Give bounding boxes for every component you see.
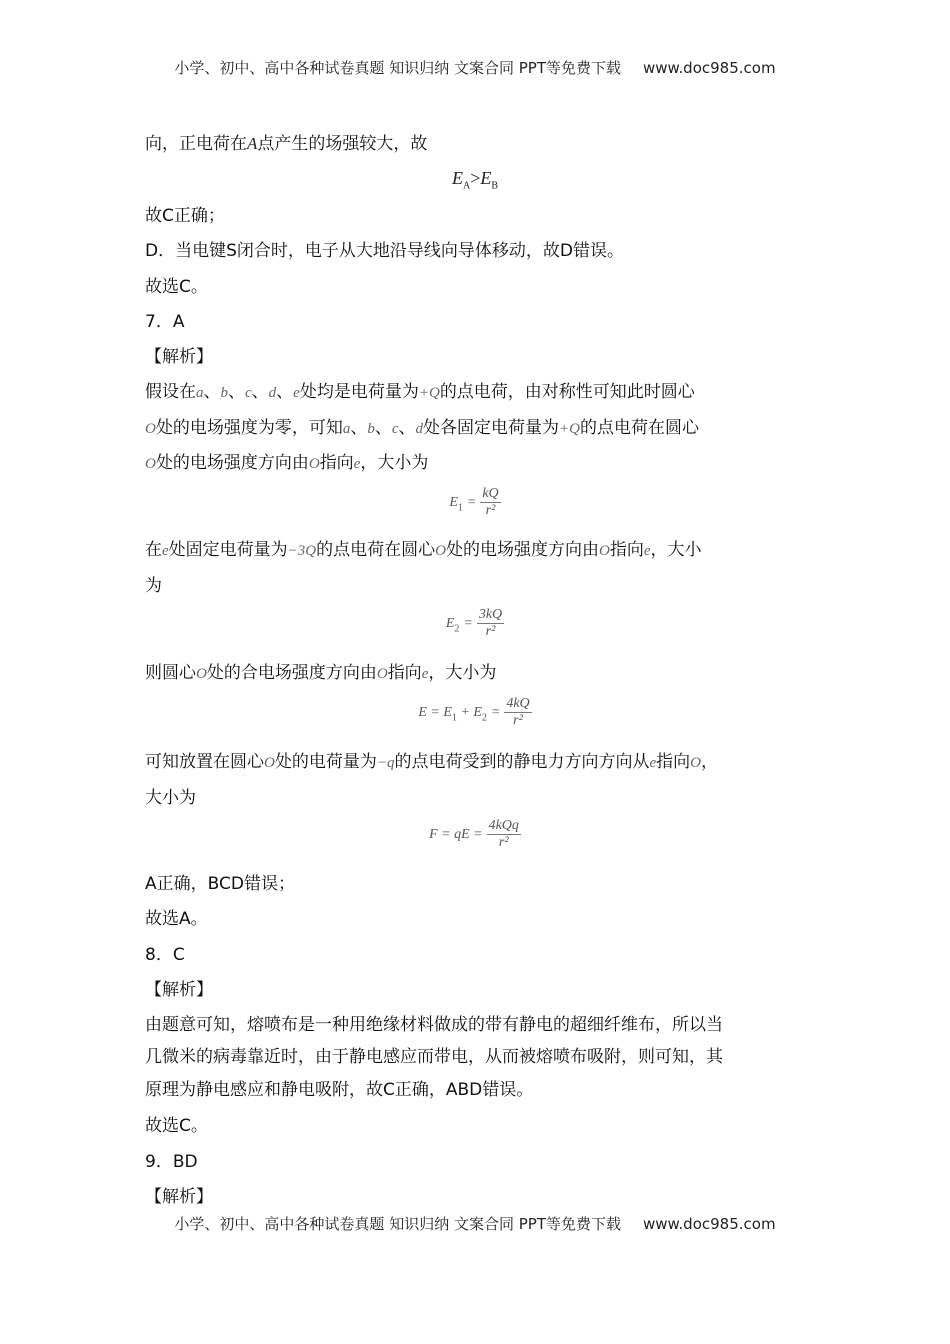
var-minusq: −q (376, 755, 395, 771)
sep: 、 (374, 418, 392, 438)
var-O: O (264, 755, 275, 771)
q7-line1 (145, 380, 695, 405)
q6-line1 (145, 132, 427, 156)
eq-compare (0, 168, 950, 192)
eq2-equals: = (463, 616, 473, 632)
eq1-lhs: E (449, 495, 458, 511)
eq3-sub2: 2 (481, 712, 487, 724)
footer-text: 小学、初中、高中各种试卷真题 知识归纳 文案合同 PPT等免费下载 (174, 1215, 621, 1233)
var-c: c (245, 385, 252, 401)
eq2-den: r² (485, 624, 496, 639)
eq-op: > (470, 168, 481, 188)
q8-para-line1: 由题意可知，熔喷布是一种用绝缘材料做成的带有静电的超细纤维布，所以当 (145, 1015, 723, 1035)
eq-F (0, 818, 950, 851)
var-plusQ: +Q (418, 385, 440, 401)
var-a: a (196, 385, 204, 401)
eq3-plus: + E (456, 705, 482, 721)
text: 处的电场强度为零，可知 (155, 418, 343, 438)
eq2-num: 3kQ (478, 607, 503, 622)
eq1-sub: 1 (457, 502, 463, 514)
var-O: O (435, 543, 446, 559)
eq1-num: kQ (482, 486, 499, 501)
header-url[interactable]: www.doc985.com (642, 59, 776, 77)
text: 处的电荷量为 (274, 752, 377, 772)
eq4-lhs: F = qE = (429, 827, 483, 843)
sep: 、 (350, 418, 368, 438)
q6-d-text: D．当电键S闭合时，电子从大地沿导线向导体移动，故D错误。 (145, 241, 624, 261)
var-e: e (353, 456, 361, 472)
q7-title: 7．A (145, 312, 185, 332)
eq-lsub: A (462, 180, 471, 192)
var-e: e (643, 543, 651, 559)
text: ，大小为 (428, 663, 497, 683)
var-O: O (376, 666, 388, 682)
eq-E-total (0, 696, 950, 729)
var-e: e (162, 543, 169, 559)
q7-choose: 故选A。 (145, 909, 208, 929)
var-b: b (220, 385, 228, 401)
q7-line2 (145, 416, 699, 441)
eq2-fraction (477, 607, 504, 640)
q7-result: A正确，BCD错误； (145, 874, 295, 894)
text: 的点电荷，由对称性可知此时圆心 (439, 382, 695, 402)
text: 处的电场强度方向由 (445, 540, 599, 560)
eq3-sub1: 1 (451, 712, 457, 724)
q8-para-line3: 原理为静电感应和静电吸附，故C正确，ABD错误。 (145, 1080, 534, 1100)
eq4-num: 4kQq (488, 818, 519, 833)
page-footer (0, 1213, 950, 1234)
q7-line6 (145, 661, 496, 686)
footer-url[interactable]: www.doc985.com (642, 1215, 776, 1233)
eq4-fraction (487, 818, 521, 851)
eq3-fraction (504, 696, 531, 729)
sep: 、 (228, 382, 245, 402)
eq1-equals: = (466, 495, 477, 511)
text: ， (700, 752, 718, 772)
var-e: e (649, 755, 657, 771)
text: 指向 (387, 663, 422, 683)
text: ，大小 (650, 540, 702, 560)
text: 处的电场强度方向由 (155, 453, 309, 473)
q8-title: 8．C (145, 945, 185, 965)
var-c: c (391, 421, 399, 437)
text: 指向 (319, 453, 354, 473)
var-O: O (196, 666, 207, 682)
eq3-lhs: E = E (418, 705, 452, 721)
var-O: O (690, 755, 701, 771)
text: 指向 (656, 752, 691, 772)
var-O: O (598, 543, 610, 559)
q8-choose: 故选C。 (145, 1116, 208, 1136)
q7-line8: 大小为 (145, 788, 196, 808)
q7-tag: 【解析】 (145, 347, 213, 367)
text: 可知放置在圆心 (145, 752, 264, 772)
eq3-den: r² (513, 713, 523, 728)
eq-rsub: B (491, 180, 499, 192)
text: 向，正电荷在 (145, 134, 247, 154)
eq1-den: r² (485, 503, 496, 518)
var-O: O (308, 456, 320, 472)
eq1-fraction (480, 486, 500, 519)
text: ，大小为 (360, 453, 429, 473)
q6-choose: 故选C。 (145, 277, 208, 297)
text: 指向 (609, 540, 644, 560)
eq4-den: r² (498, 835, 509, 850)
eq-E2 (0, 607, 950, 640)
sep: 、 (398, 418, 416, 438)
eq-E1 (0, 486, 950, 519)
q9-title: 9．BD (145, 1152, 198, 1172)
text: 处固定电荷量为 (168, 540, 288, 560)
q6-c-correct: 故C正确； (145, 206, 225, 226)
var-e: e (293, 385, 300, 401)
text: 处各固定电荷量为 (423, 418, 560, 438)
var-plusQ: +Q (559, 421, 580, 437)
sep: 、 (251, 382, 269, 402)
eq3-num: 4kQ (506, 696, 530, 711)
text: 点产生的场强较大，故 (257, 134, 428, 154)
q7-line7 (145, 750, 718, 775)
eq-rhs: E (480, 168, 492, 188)
eq-lhs: E (451, 168, 463, 188)
var-d: d (415, 421, 424, 437)
text: 则圆心 (145, 663, 196, 683)
q9-tag: 【解析】 (145, 1187, 213, 1207)
text: 的点电荷在圆心 (579, 418, 699, 438)
var-O: O (145, 456, 156, 472)
q8-tag: 【解析】 (145, 980, 213, 1000)
var-d: d (268, 385, 277, 401)
text: 假设在 (145, 382, 196, 402)
q8-para-line2: 几微米的病毒靠近时，由于静电感应而带电，从而被熔喷布吸附，则可知，其 (145, 1047, 723, 1067)
var-O: O (145, 421, 156, 437)
text: 处均是电荷量为 (299, 382, 419, 402)
sep: 、 (203, 382, 221, 402)
var-b: b (367, 421, 375, 437)
header-text: 小学、初中、高中各种试卷真题 知识归纳 文案合同 PPT等免费下载 (174, 59, 621, 77)
q7-line4 (145, 538, 702, 563)
q7-line5: 为 (145, 576, 162, 596)
text: 处的合电场强度方向由 (206, 663, 377, 683)
eq2-sub: 2 (454, 623, 460, 635)
eq2-lhs: E (445, 616, 455, 632)
sep: 、 (276, 382, 294, 402)
page-header (0, 57, 950, 78)
text: 的点电荷在圆心 (316, 540, 436, 560)
eq3-equals: = (490, 705, 501, 721)
var-a: a (342, 421, 351, 437)
var-A: A (247, 134, 258, 153)
var-minus3Q: −3Q (287, 543, 317, 559)
var-e: e (421, 666, 429, 682)
text: 的点电荷受到的静电力方向方向从 (394, 752, 650, 772)
q7-line3 (145, 451, 428, 476)
text: 在 (145, 540, 162, 560)
